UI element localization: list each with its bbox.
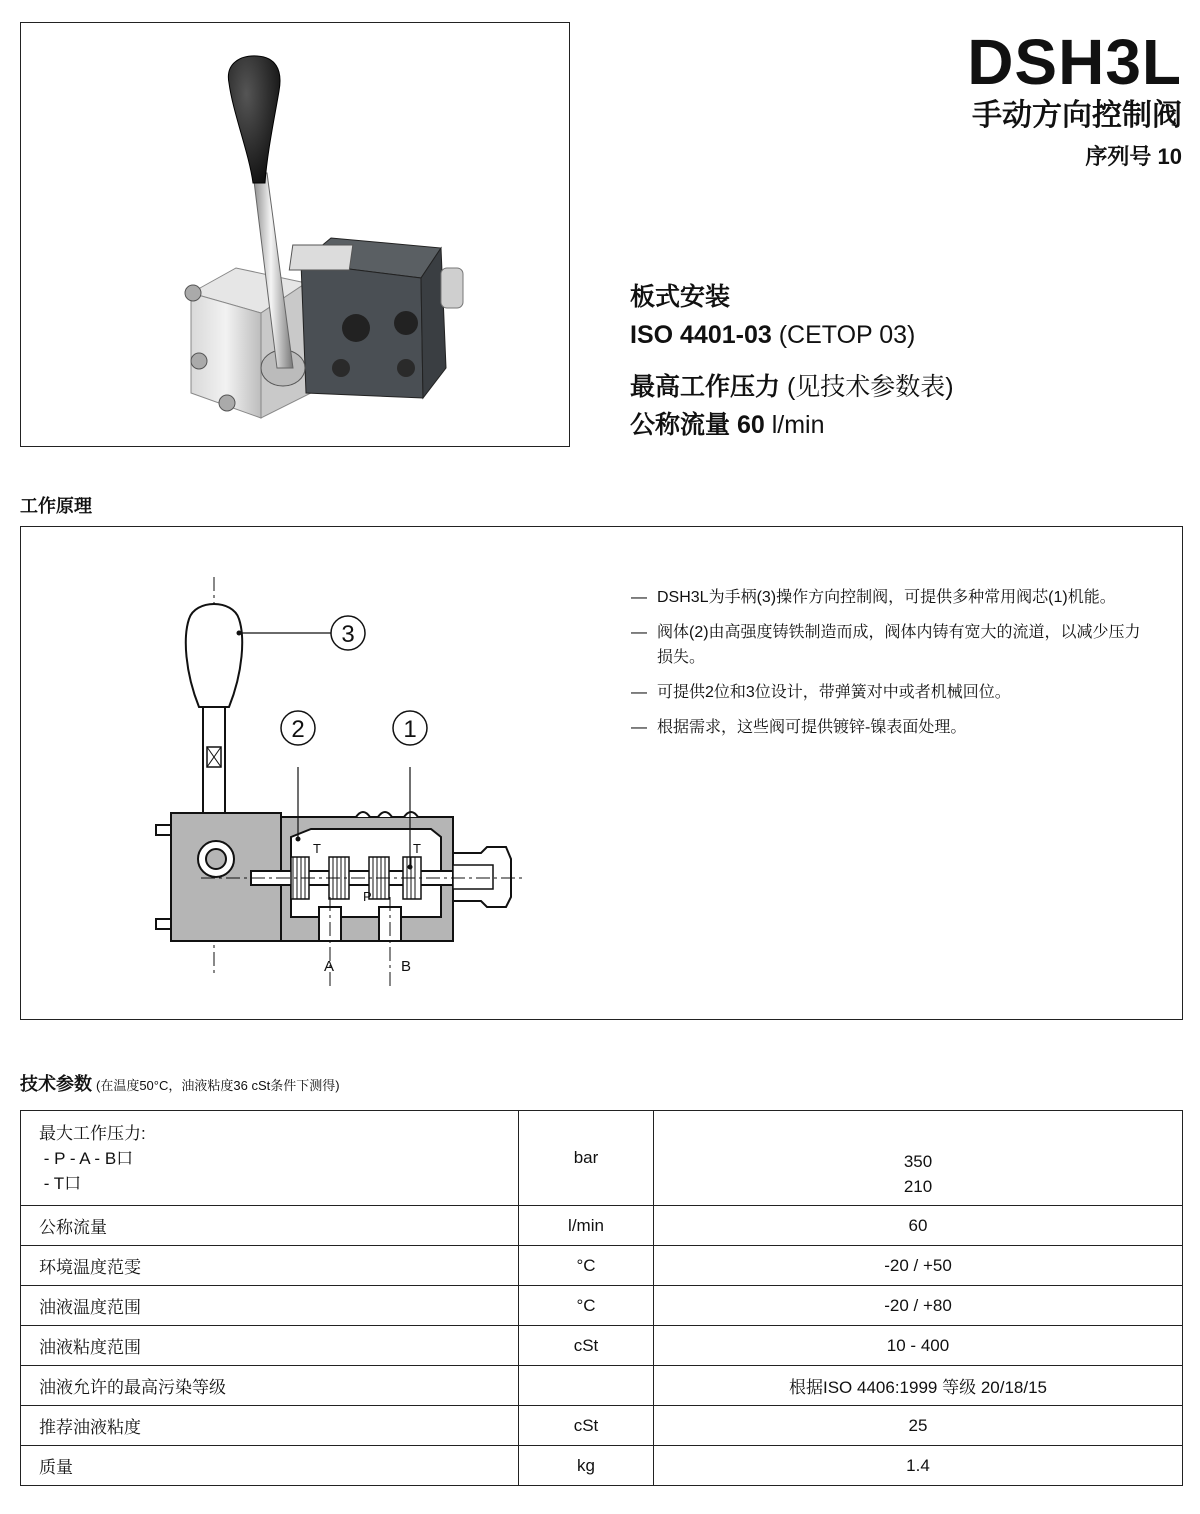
- value-text: 350: [903, 1152, 933, 1171]
- cetop-standard: (CETOP 03): [778, 321, 916, 349]
- table-row: [21, 1366, 1183, 1406]
- param-cell: 油液粘度范围: [21, 1326, 519, 1366]
- feature-item: — DSH3L为手柄(3)操作方向控制阀，可提供多种常用阀芯(1)机能。: [631, 585, 1151, 610]
- feature-item: — 根据需求，这些阀可提供镀锌-镍表面处理。: [631, 715, 1151, 740]
- valve-photo-illustration: [21, 23, 570, 447]
- max-pressure-note: (见技术参数表): [786, 373, 954, 401]
- nominal-flow-label: 公称流量 60: [630, 411, 765, 439]
- product-subtitle: 手动方向控制阀: [972, 99, 1182, 132]
- unit-cell: °C: [519, 1246, 654, 1286]
- principle-heading: 工作原理: [20, 496, 92, 516]
- param-cell: 公称流量: [21, 1206, 519, 1246]
- value-cell: 10 - 400: [654, 1326, 1183, 1366]
- tech-note: (在温度50°C，油液粘度36 cSt条件下测得): [96, 1078, 340, 1093]
- param-cell: 油液温度范围: [21, 1286, 519, 1326]
- tech-heading: 技术参数: [20, 1074, 92, 1094]
- spec-summary: [630, 278, 954, 444]
- value-cell: 25: [654, 1406, 1183, 1446]
- valve-cross-section-diagram: [141, 567, 541, 987]
- tech-heading-row: [20, 1070, 340, 1096]
- value-cell: -20 / +80: [654, 1286, 1183, 1326]
- unit-cell: kg: [519, 1446, 654, 1486]
- unit-cell: l/min: [519, 1206, 654, 1246]
- series-number: 序列号 10: [1085, 144, 1182, 169]
- unit-cell: cSt: [519, 1406, 654, 1446]
- port-p: P: [363, 889, 372, 904]
- param-label: 最大工作压力:: [39, 1123, 146, 1143]
- table-row: [21, 1326, 1183, 1366]
- port-t-left: T: [313, 841, 321, 856]
- max-pressure-label: 最高工作压力: [630, 373, 781, 401]
- mounting-type: 板式安装: [630, 283, 731, 311]
- table-row: [21, 1206, 1183, 1246]
- unit-cell: cSt: [519, 1326, 654, 1366]
- port-label-a: A: [323, 958, 335, 975]
- value-cell: -20 / +50: [654, 1246, 1183, 1286]
- unit-cell: [519, 1366, 654, 1406]
- unit-cell: °C: [519, 1286, 654, 1326]
- param-sub-label: - P - A - B口: [39, 1148, 134, 1168]
- value-cell: [654, 1111, 1183, 1206]
- value-text: 210: [903, 1177, 933, 1196]
- iso-standard: ISO 4401-03: [630, 321, 772, 349]
- table-row: [21, 1406, 1183, 1446]
- callout-3: 3: [341, 621, 355, 648]
- param-cell: [21, 1111, 519, 1206]
- param-cell: 质量: [21, 1446, 519, 1486]
- principle-box: [20, 526, 1183, 1020]
- feature-list: [631, 585, 1151, 750]
- model-number: DSH3L: [967, 26, 1182, 98]
- table-row: [21, 1246, 1183, 1286]
- title-block: [967, 26, 1182, 171]
- value-cell: 根据ISO 4406:1999 等级 20/18/15: [654, 1366, 1183, 1406]
- table-row: [21, 1111, 1183, 1206]
- unit-cell: bar: [519, 1111, 654, 1206]
- nominal-flow-unit: l/min: [771, 411, 825, 439]
- param-cell: 油液允许的最高污染等级: [21, 1366, 519, 1406]
- table-row: [21, 1286, 1183, 1326]
- port-t-right: T: [413, 841, 421, 856]
- value-cell: 60: [654, 1206, 1183, 1246]
- feature-item: — 可提供2位和3位设计，带弹簧对中或者机械回位。: [631, 680, 1151, 705]
- port-label-b: B: [400, 958, 412, 975]
- table-row: [21, 1446, 1183, 1486]
- callout-1: 1: [403, 716, 417, 743]
- product-photo: [20, 22, 570, 447]
- param-sub-label: - T口: [39, 1173, 82, 1193]
- param-cell: 环境温度范雯: [21, 1246, 519, 1286]
- param-cell: 推荐油液粘度: [21, 1406, 519, 1446]
- value-cell: 1.4: [654, 1446, 1183, 1486]
- callout-2: 2: [291, 716, 305, 743]
- feature-item: — 阀体(2)由高强度铸铁制造而成，阀体内铸有宽大的流道，以减少压力损失。: [631, 620, 1151, 670]
- parameters-table: [20, 1110, 1183, 1486]
